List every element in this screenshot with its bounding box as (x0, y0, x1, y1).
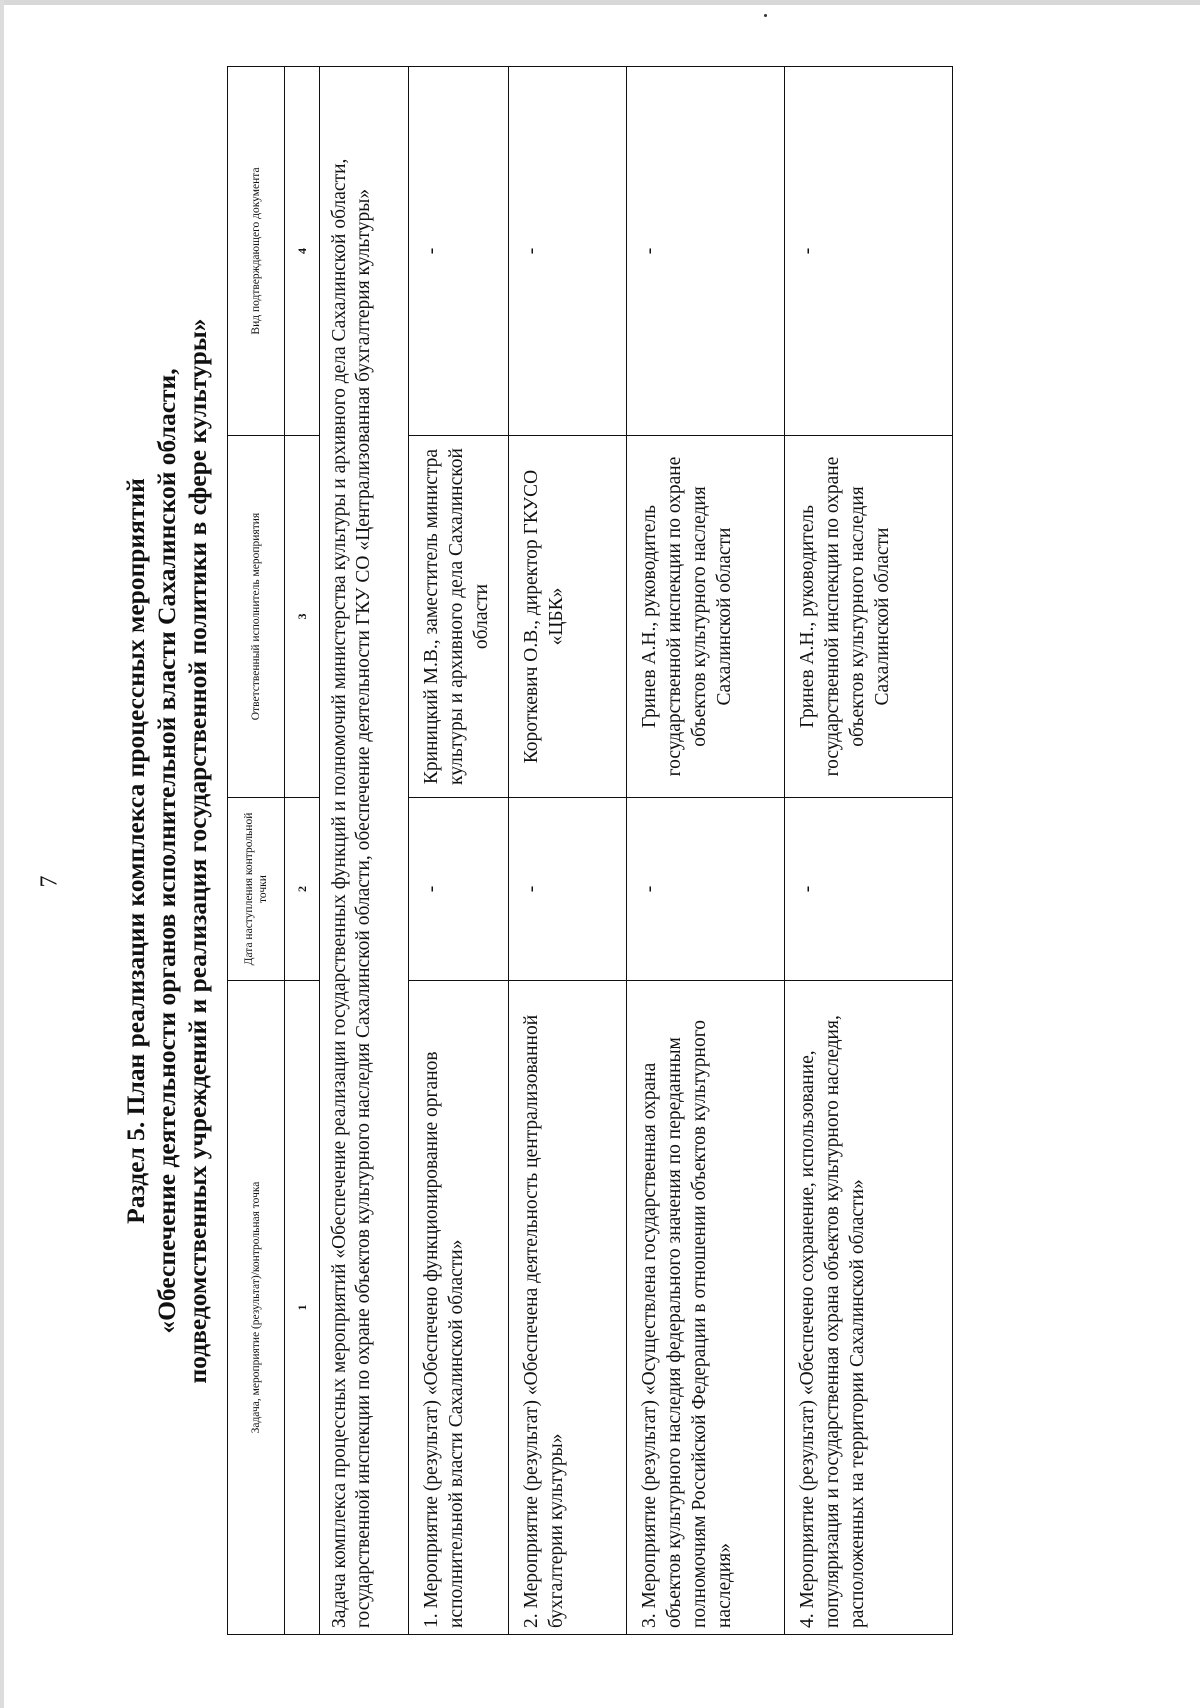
table-row (785, 67, 953, 1635)
header-date: Дата наступления контрольной точки (228, 798, 285, 981)
page-number: 7 (36, 875, 63, 888)
event-cell: 3. Мероприятие (результат) «Осуществлена государственная охрана объектов культурного наследия федерального значения по переданным полномочиям Российской Федерации в отношении объектов культурного наследия» (627, 981, 785, 1635)
scan-edge-left (0, 0, 4, 1708)
table-row (627, 67, 785, 1635)
document-cell: - (627, 67, 785, 436)
title-line-3: подведомственных учреждений и реализация государственной политики в сфере культуры» (183, 318, 212, 1384)
rotated-page-content (120, 67, 1120, 1635)
date-cell: - (785, 798, 953, 981)
date-cell: - (409, 798, 509, 981)
executor-cell: Криницкий М.В., заместитель министра культуры и архивного дела Сахалинской области (409, 436, 509, 798)
table-row (509, 67, 627, 1635)
executor-cell: Гринев А.Н., руководитель государственной инспекции по охране объектов культурного наследия Сахалинской области (785, 436, 953, 798)
header-document: Вид подтверждающего документа (228, 67, 285, 436)
scan-edge-top (0, 0, 1200, 5)
table-header-row (228, 67, 285, 1635)
column-number: 2 (285, 798, 320, 981)
plan-table (227, 66, 953, 1635)
column-number-row (285, 67, 320, 1635)
event-cell: 1. Мероприятие (результат) «Обеспечено функционирование органов исполнительной власти Сахалинской области» (409, 981, 509, 1635)
title-line-1: Раздел 5. План реализации комплекса процессных мероприятий (121, 478, 150, 1224)
event-cell: 4. Мероприятие (результат) «Обеспечено сохранение, использование, популяризация и государственная охрана объектов культурного наследия, расположенных на территории Сахалинской области» (785, 981, 953, 1635)
document-cell: - (785, 67, 953, 436)
section-title (120, 67, 213, 1635)
executor-cell: Короткевич О.В., директор ГКУСО «ЦБК» (509, 436, 627, 798)
task-description: Задача комплекса процессных мероприятий «Обеспечение реализации государственных функций и полномочий министерства культуры и архивного дела Сахалинской области, государственной инспекции по охране объектов культурного наследия Сахалинской области, обеспечение деятельности ГКУ СО «Централизованная бухгалтерия культуры» (320, 67, 409, 1635)
date-cell: - (509, 798, 627, 981)
event-cell: 2. Мероприятие (результат) «Обеспечена деятельность централизованной бухгалтерии культуры» (509, 981, 627, 1635)
table-row (409, 67, 509, 1635)
header-task: Задача, мероприятие (результат)/контрольная точка (228, 981, 285, 1635)
task-row (320, 67, 409, 1635)
scan-speck (764, 14, 767, 17)
column-number: 1 (285, 981, 320, 1635)
column-number: 3 (285, 436, 320, 798)
document-cell: - (509, 67, 627, 436)
header-executor: Ответственный исполнитель мероприятия (228, 436, 285, 798)
column-number: 4 (285, 67, 320, 436)
title-line-2: «Обеспечение деятельности органов исполнительной власти Сахалинской области, (152, 368, 181, 1334)
document-cell: - (409, 67, 509, 436)
date-cell: - (627, 798, 785, 981)
executor-cell: Гринев А.Н., руководитель государственной инспекции по охране объектов культурного наследия Сахалинской области (627, 436, 785, 798)
